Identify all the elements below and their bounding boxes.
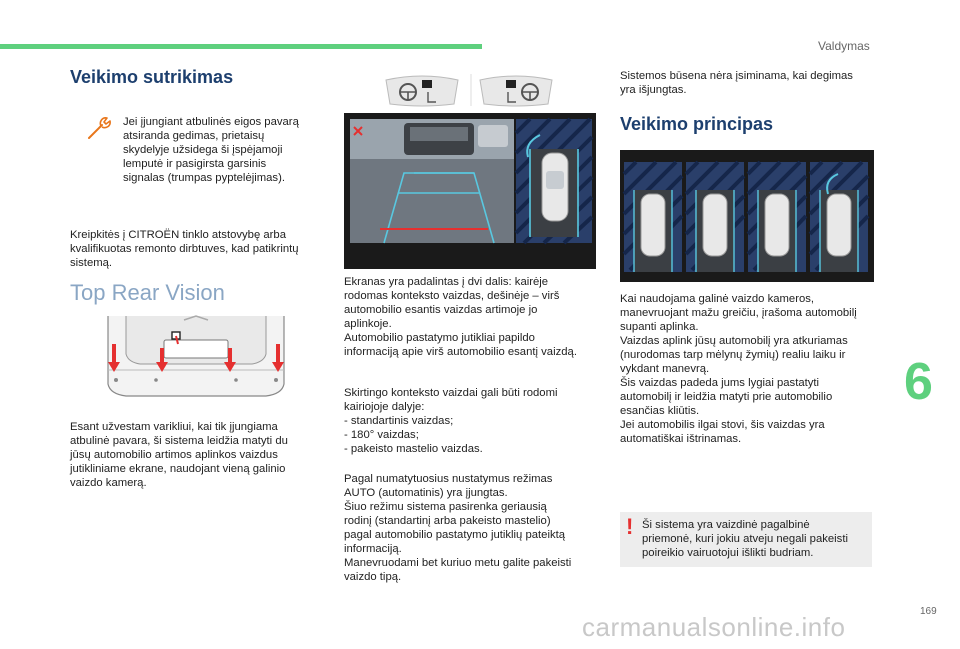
section-accent-bar xyxy=(0,44,482,49)
chapter-number: 6 xyxy=(904,353,933,411)
icon-divider xyxy=(470,74,472,106)
split-screen-camera-image xyxy=(344,113,596,269)
page-number: 169 xyxy=(920,606,937,617)
car-rear-camera-illustration xyxy=(96,314,296,412)
context-views-text: Skirtingo konteksto vaizdai gali būti rodomi kairiojoje dalyje: - standartinis vaizdas; - 180° vaizdas; - pakeisto mastelio vaizdas. xyxy=(344,387,558,455)
wrench-icon xyxy=(84,113,114,143)
operating-principle-text: Kai naudojama galinė vaizdo kameros, manevruojant mažu greičiu, įrašoma automobilį supanti aplinka. Vaizdas aplink jūsų automobilį yra atkuriamas (nurodomas tarp mėlynų žymių) realiu laiku ir vykdant manevrą. Šis vaizdas padeda jums lygiai pastatyti automobilį ir leidžia matyti prie automobilio esančias kliūtis. Jei automobilis ilgai stovi, šis vaizdas yra automatiškai ištrinamas. xyxy=(620,293,857,445)
camera-off-lamp-icon xyxy=(478,74,554,108)
contact-dealer-text: Kreipkitės į CITROËN tinklo atstovybę arba kvalifikuotas remonto dirbtuves, kad patikrintų sistemą. xyxy=(70,229,299,269)
auto-mode-text: Pagal numatytuosius nustatymus režimas AUTO (automatinis) yra įjungtas. Šiuo režimu sistema pasirenka geriausią rodinį (standartinį arba pakeisto mastelio) pagal automobilio pastatymo jutiklių pateiktą informaciją. Manevruodami bet kuriuo metu galite pakeisti vaizdo tipą. xyxy=(344,473,572,583)
surround-view-sequence-image xyxy=(620,150,874,282)
system-description-text: Esant užvestam varikliui, kai tik įjungiama atbulinė pavara, ši sistema leidžia matyti du jūsų automobilio artimos aplinkos vaizdus jutikliniame ekrane, naudojant vieną galinio vaizdo kamerą. xyxy=(70,421,288,489)
screen-split-text: Ekranas yra padalintas į dvi dalis: kairėje rodomas konteksto vaizdas, dešinėje – virš automobilio esantis vaizdas artimoje jo aplinkoje. Automobilio pastatymo jutikliai papildo informaciją apie virš automobilio esantį vaizdą. xyxy=(344,276,577,358)
state-not-memorized-text: Sistemos būsena nėra įsiminama, kai degimas yra išjungtas. xyxy=(620,70,853,96)
heading-top-rear-vision: Top Rear Vision xyxy=(70,280,225,305)
fault-warning-text: Jei įjungiant atbulinės eigos pavarą atsiranda gedimas, prietaisų skydelyje užsidega ši įspėjamoji lemputė ir pasigirsta garsinis signalas (trumpas pyptelėjimas). xyxy=(123,116,299,184)
watermark: carmanualsonline.info xyxy=(582,612,846,642)
heading-operating-principle: Veikimo principas xyxy=(620,114,774,134)
warning-notice-text: Ši sistema yra vaizdinė pagalbinė priemonė, kuri jokiu atveju negali pakeisti poireikio vairuotojui išlikti budriam. xyxy=(642,519,848,559)
heading-fault: Veikimo sutrikimas xyxy=(70,67,234,87)
section-title: Valdymas xyxy=(818,39,870,53)
camera-warning-lamp-icon xyxy=(384,74,460,108)
warning-exclamation-icon: ! xyxy=(626,514,634,539)
